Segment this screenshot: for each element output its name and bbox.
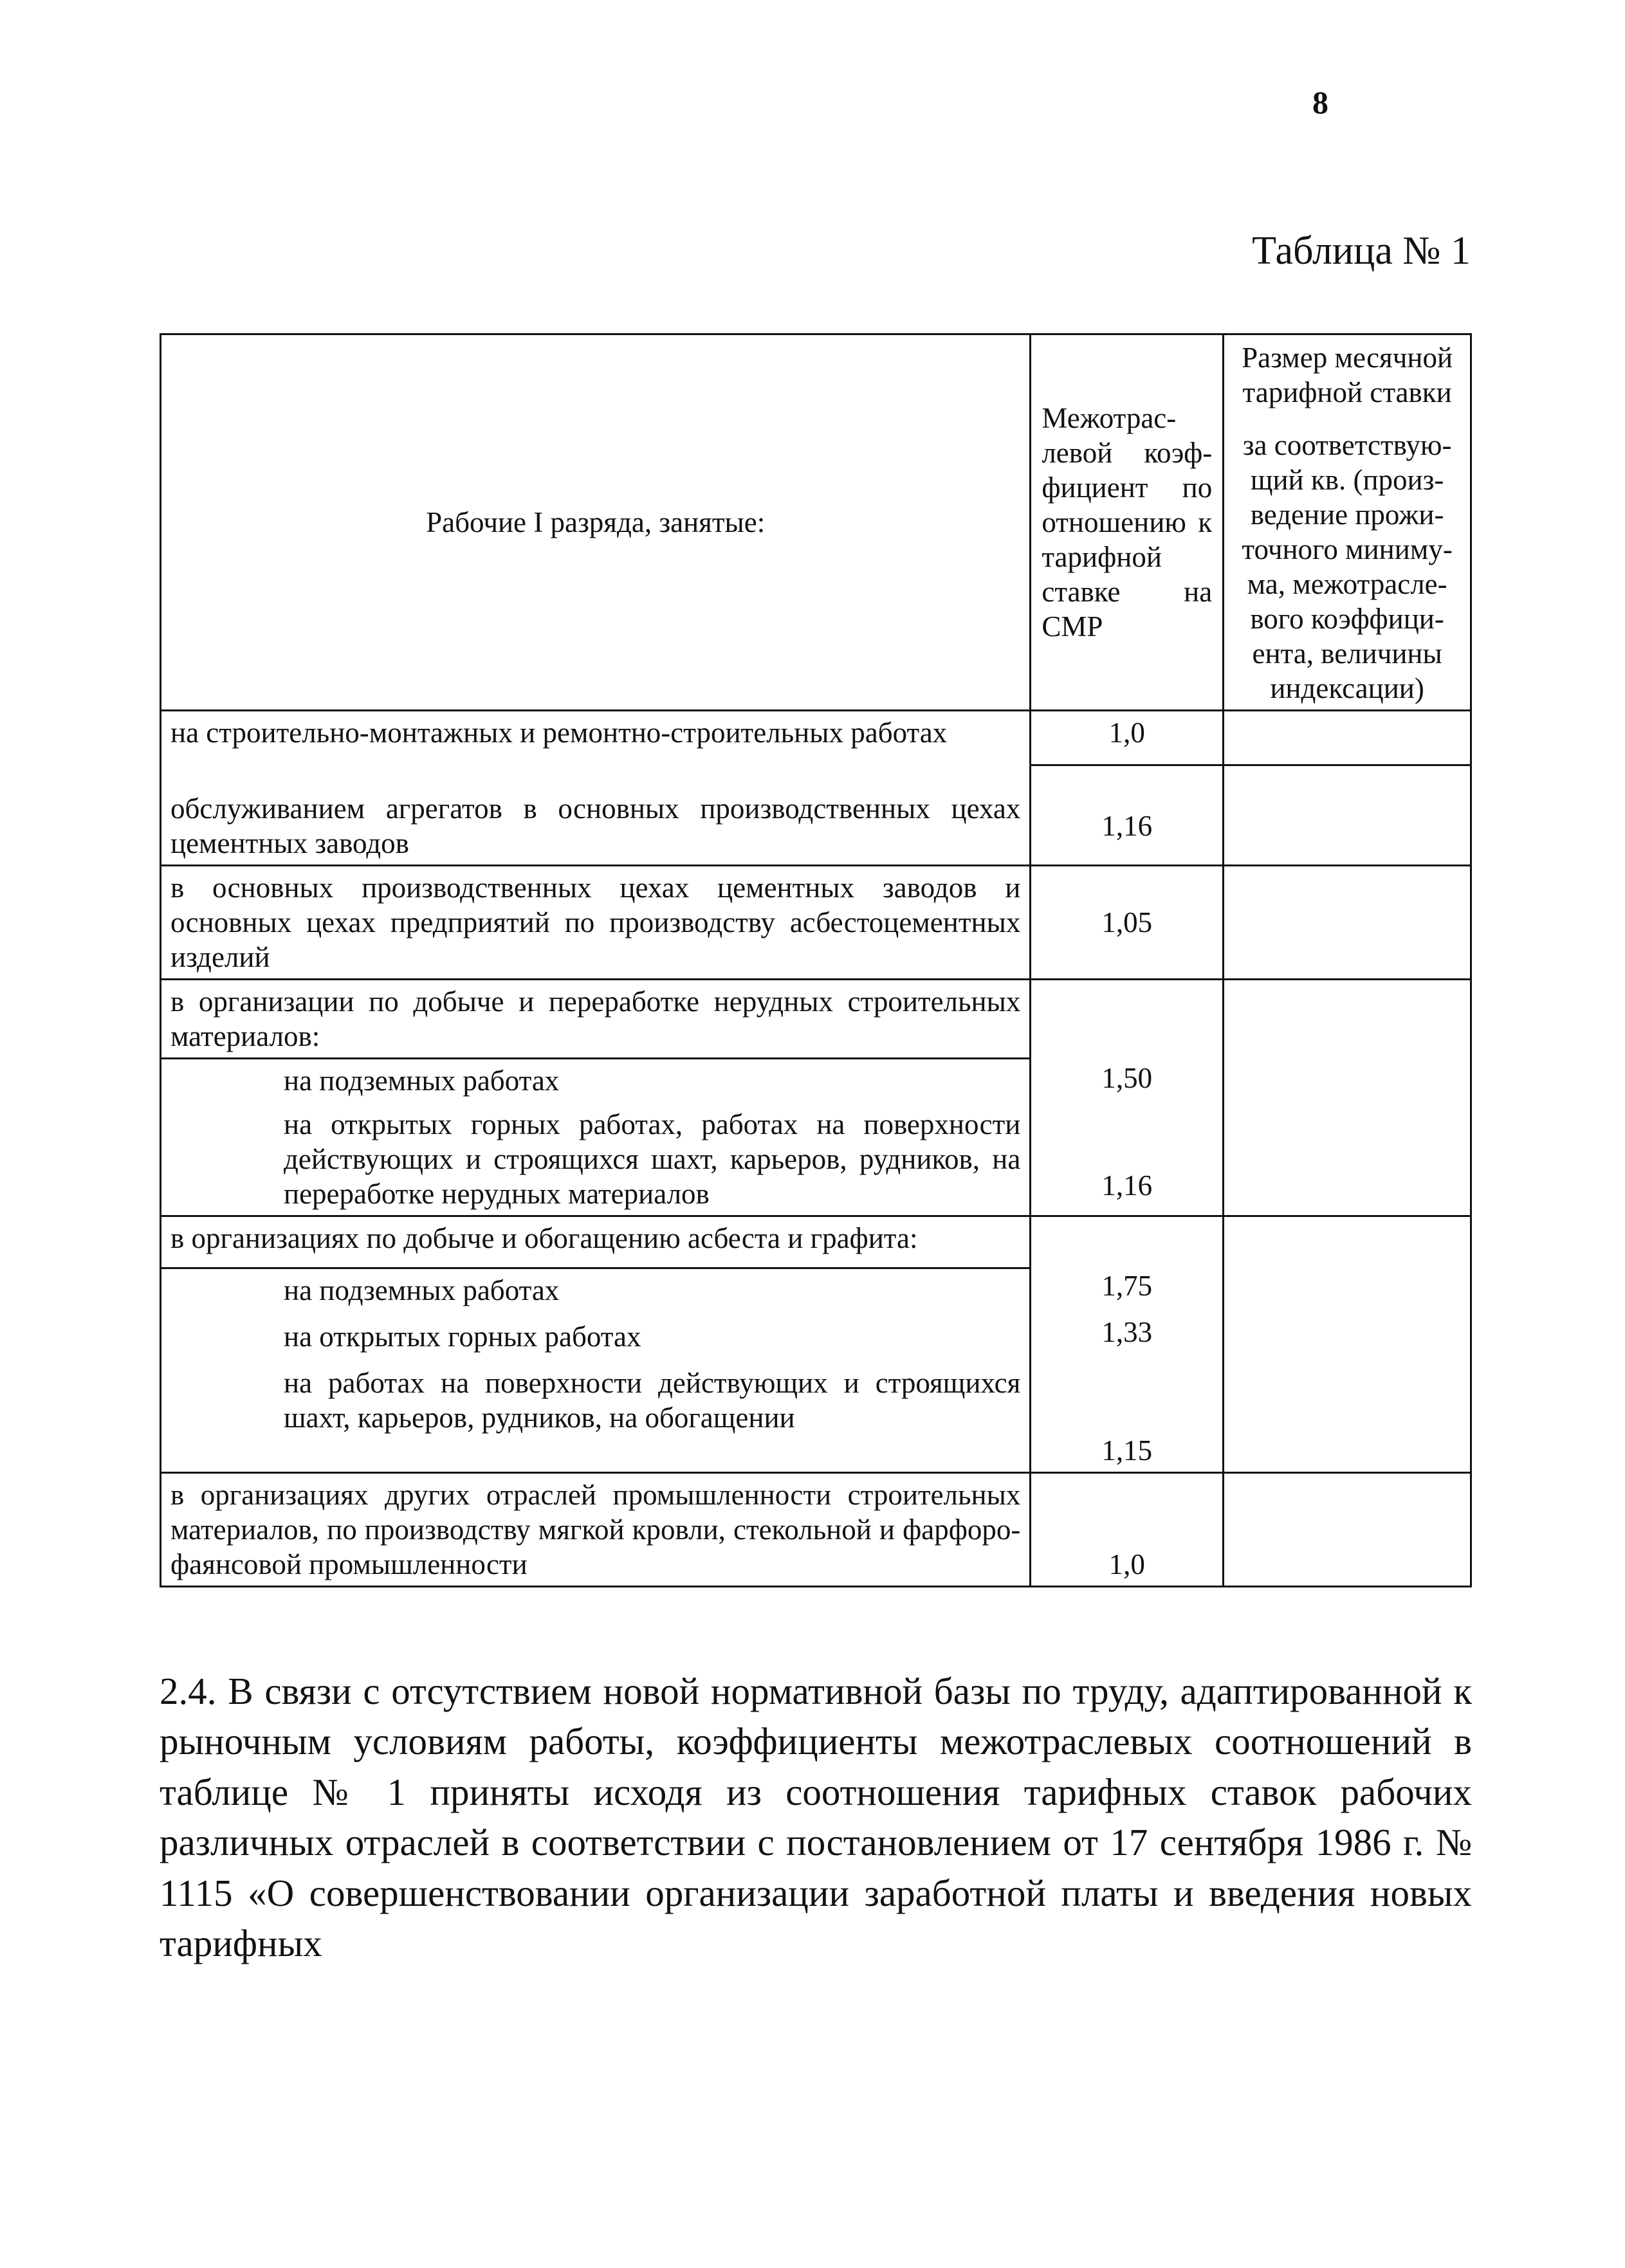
row-other-industries-value: 1,0 — [1031, 1472, 1224, 1586]
row-cement-units-rate — [1224, 765, 1471, 866]
row-asbestos-open-value: 1,33 — [1101, 1315, 1153, 1348]
header-monthly-rate-detail: за соответствую-щий кв. (произ-ведение прожи-точного миниму-ма, межотрасле-вого коэффици-ента, величины индексации) — [1242, 429, 1453, 704]
row-asbestos-subitems — [161, 1268, 1031, 1472]
row-other-industries-text: в организациях других отраслей промышленности строительных материалов, по производству мягкой кровли, стекольной и фарфоро-фаянсовой промышленности — [161, 1472, 1031, 1586]
row-nonmetallic-values — [1031, 979, 1224, 1216]
table-row — [161, 711, 1471, 765]
row-asbestos-surface-text: на работах на поверхности действующих и строящихся шахт, карьеров, рудников, на обогащении — [284, 1367, 1021, 1434]
row-nonmetallic-open-value: 1,16 — [1101, 1169, 1153, 1202]
row-cement-units-value: 1,16 — [1031, 765, 1224, 866]
row-construction-text: на строительно-монтажных и ремонтно-строительных работах — [161, 711, 1031, 765]
row-cement-asbestos-text: в основных производственных цехах цементных заводов и основных цехах предприятий по производству асбестоцементных изделий — [161, 865, 1031, 979]
table-header-row — [161, 334, 1471, 711]
tariff-table — [160, 333, 1472, 1587]
row-cement-asbestos-value: 1,05 — [1031, 865, 1224, 979]
table-caption: Таблица № 1 — [1252, 229, 1471, 273]
page-number: 8 — [1312, 84, 1328, 120]
header-workers: Рабочие I разряда, занятые: — [161, 334, 1031, 711]
row-nonmetallic-rate — [1224, 979, 1471, 1216]
table-row — [161, 865, 1471, 979]
header-monthly-rate — [1224, 334, 1471, 711]
row-asbestos-surface-value: 1,15 — [1101, 1434, 1153, 1467]
row-cement-asbestos-rate — [1224, 865, 1471, 979]
table-row — [161, 1216, 1471, 1268]
row-nonmetallic-underground-text: на подземных работах — [284, 1064, 560, 1097]
row-construction-value: 1,0 — [1031, 711, 1224, 765]
header-coefficient: Межотрас-левой коэф-фициент по отношению к тарифной ставке на СМР — [1031, 334, 1224, 711]
table-row — [161, 765, 1471, 866]
row-asbestos-underground-text: на подземных работах — [284, 1274, 560, 1307]
row-asbestos-underground-value: 1,75 — [1101, 1269, 1153, 1302]
row-nonmetallic-underground-value: 1,50 — [1101, 1061, 1153, 1094]
row-cement-units-text: обслуживанием агрегатов в основных производственных цехах цементных заводов — [161, 765, 1031, 866]
table-row — [161, 1472, 1471, 1586]
row-other-industries-rate — [1224, 1472, 1471, 1586]
row-nonmetallic-open-text: на открытых горных работах, работах на поверхности действующих и строящихся шахт, карьеров, рудников, на переработке нерудных материалов — [284, 1108, 1021, 1210]
table-row — [161, 979, 1471, 1058]
row-construction-rate — [1224, 711, 1471, 765]
paragraph-2-4: 2.4. В связи с отсутствием новой нормативной базы по труду, адаптированной к рыночным условиям работы, коэффициенты межотраслевых соотношений в таблице № 1 приняты исходя из соотношения тарифных ставок рабочих различных отраслей в соответствии с постановлением от 17 сентября 1986 г. № 1115 «О совершенствовании организации заработной платы и введения новых тарифных — [160, 1670, 1472, 1965]
row-asbestos-graphite-values — [1031, 1216, 1224, 1472]
row-asbestos-graphite-text: в организациях по добыче и обогащению асбеста и графита: — [161, 1216, 1031, 1268]
row-asbestos-open-text: на открытых горных работах — [284, 1321, 641, 1353]
row-asbestos-graphite-rate — [1224, 1216, 1471, 1472]
row-nonmetallic-text: в организации по добыче и переработке нерудных строительных материалов: — [161, 979, 1031, 1058]
header-monthly-rate-title: Размер месячной тарифной ставки — [1242, 342, 1453, 408]
row-nonmetallic-subitems — [161, 1058, 1031, 1216]
